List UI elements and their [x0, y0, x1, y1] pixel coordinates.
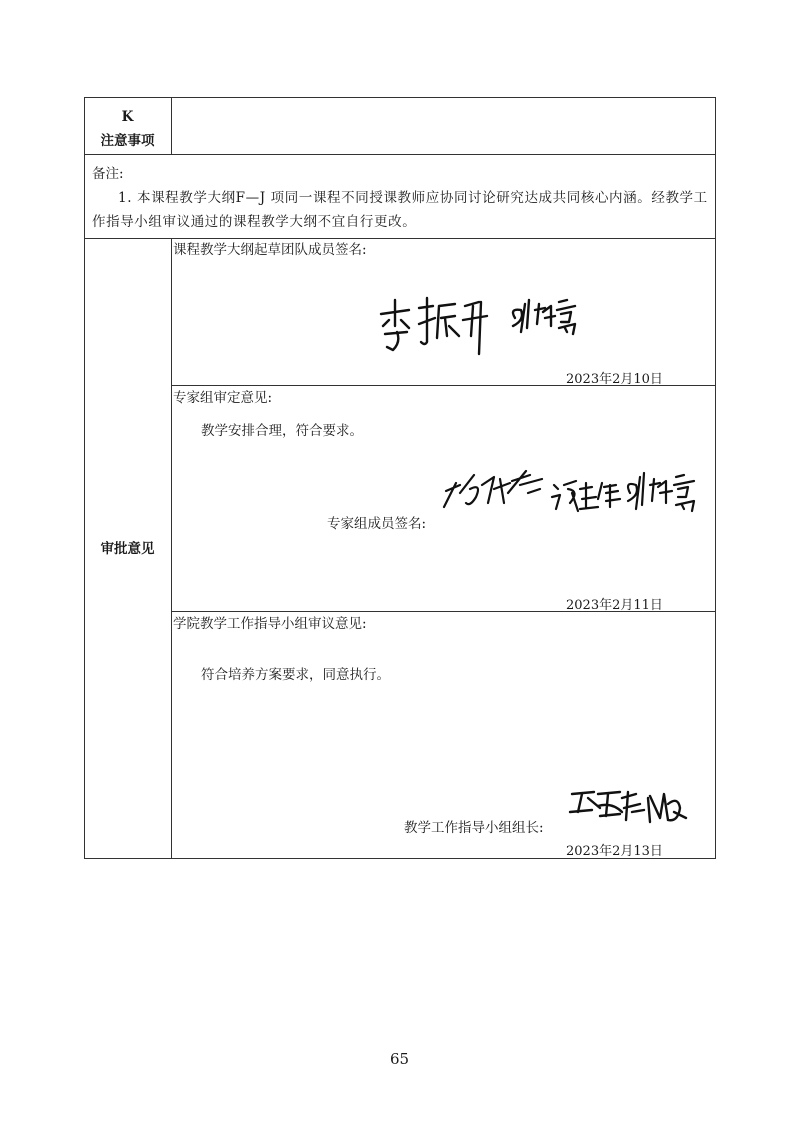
row-divider-notes — [84, 154, 716, 155]
expert-signer-label: 专家组成员签名: — [327, 516, 427, 532]
expert-signature — [430, 463, 710, 523]
notes-label: 注意事项 — [100, 133, 155, 149]
expert-heading: 专家组审定意见: — [173, 390, 273, 406]
remarks-heading: 备注: — [92, 166, 124, 182]
page-number: 65 — [389, 1050, 410, 1068]
row-divider-remarks — [84, 238, 716, 239]
remarks-line-1: 1. 本课程教学大纲F—J 项同一课程不同授课教师应协同讨论研究达成共同核心内涵。经教学工 — [118, 190, 708, 206]
college-opinion: 符合培养方案要求，同意执行。 — [201, 667, 390, 683]
approval-label: 审批意见 — [100, 541, 155, 557]
notes-letter: K — [121, 109, 134, 125]
col-divider-approval — [171, 238, 172, 859]
drafting-signature — [375, 292, 590, 362]
college-signer-label: 教学工作指导小组组长: — [404, 820, 544, 836]
remarks-line-2: 作指导小组审议通过的课程教学大纲不宜自行更改。 — [92, 214, 417, 230]
col-divider-notes — [171, 97, 172, 154]
drafting-date: 2023年2月10日 — [566, 372, 663, 387]
college-heading: 学院教学工作指导小组审议意见: — [173, 616, 367, 632]
expert-date: 2023年2月11日 — [566, 598, 663, 613]
college-date: 2023年2月13日 — [566, 844, 663, 859]
drafting-heading: 课程教学大纲起草团队成员签名: — [173, 242, 367, 258]
expert-opinion: 教学安排合理，符合要求。 — [201, 423, 363, 439]
college-signature — [564, 782, 694, 832]
